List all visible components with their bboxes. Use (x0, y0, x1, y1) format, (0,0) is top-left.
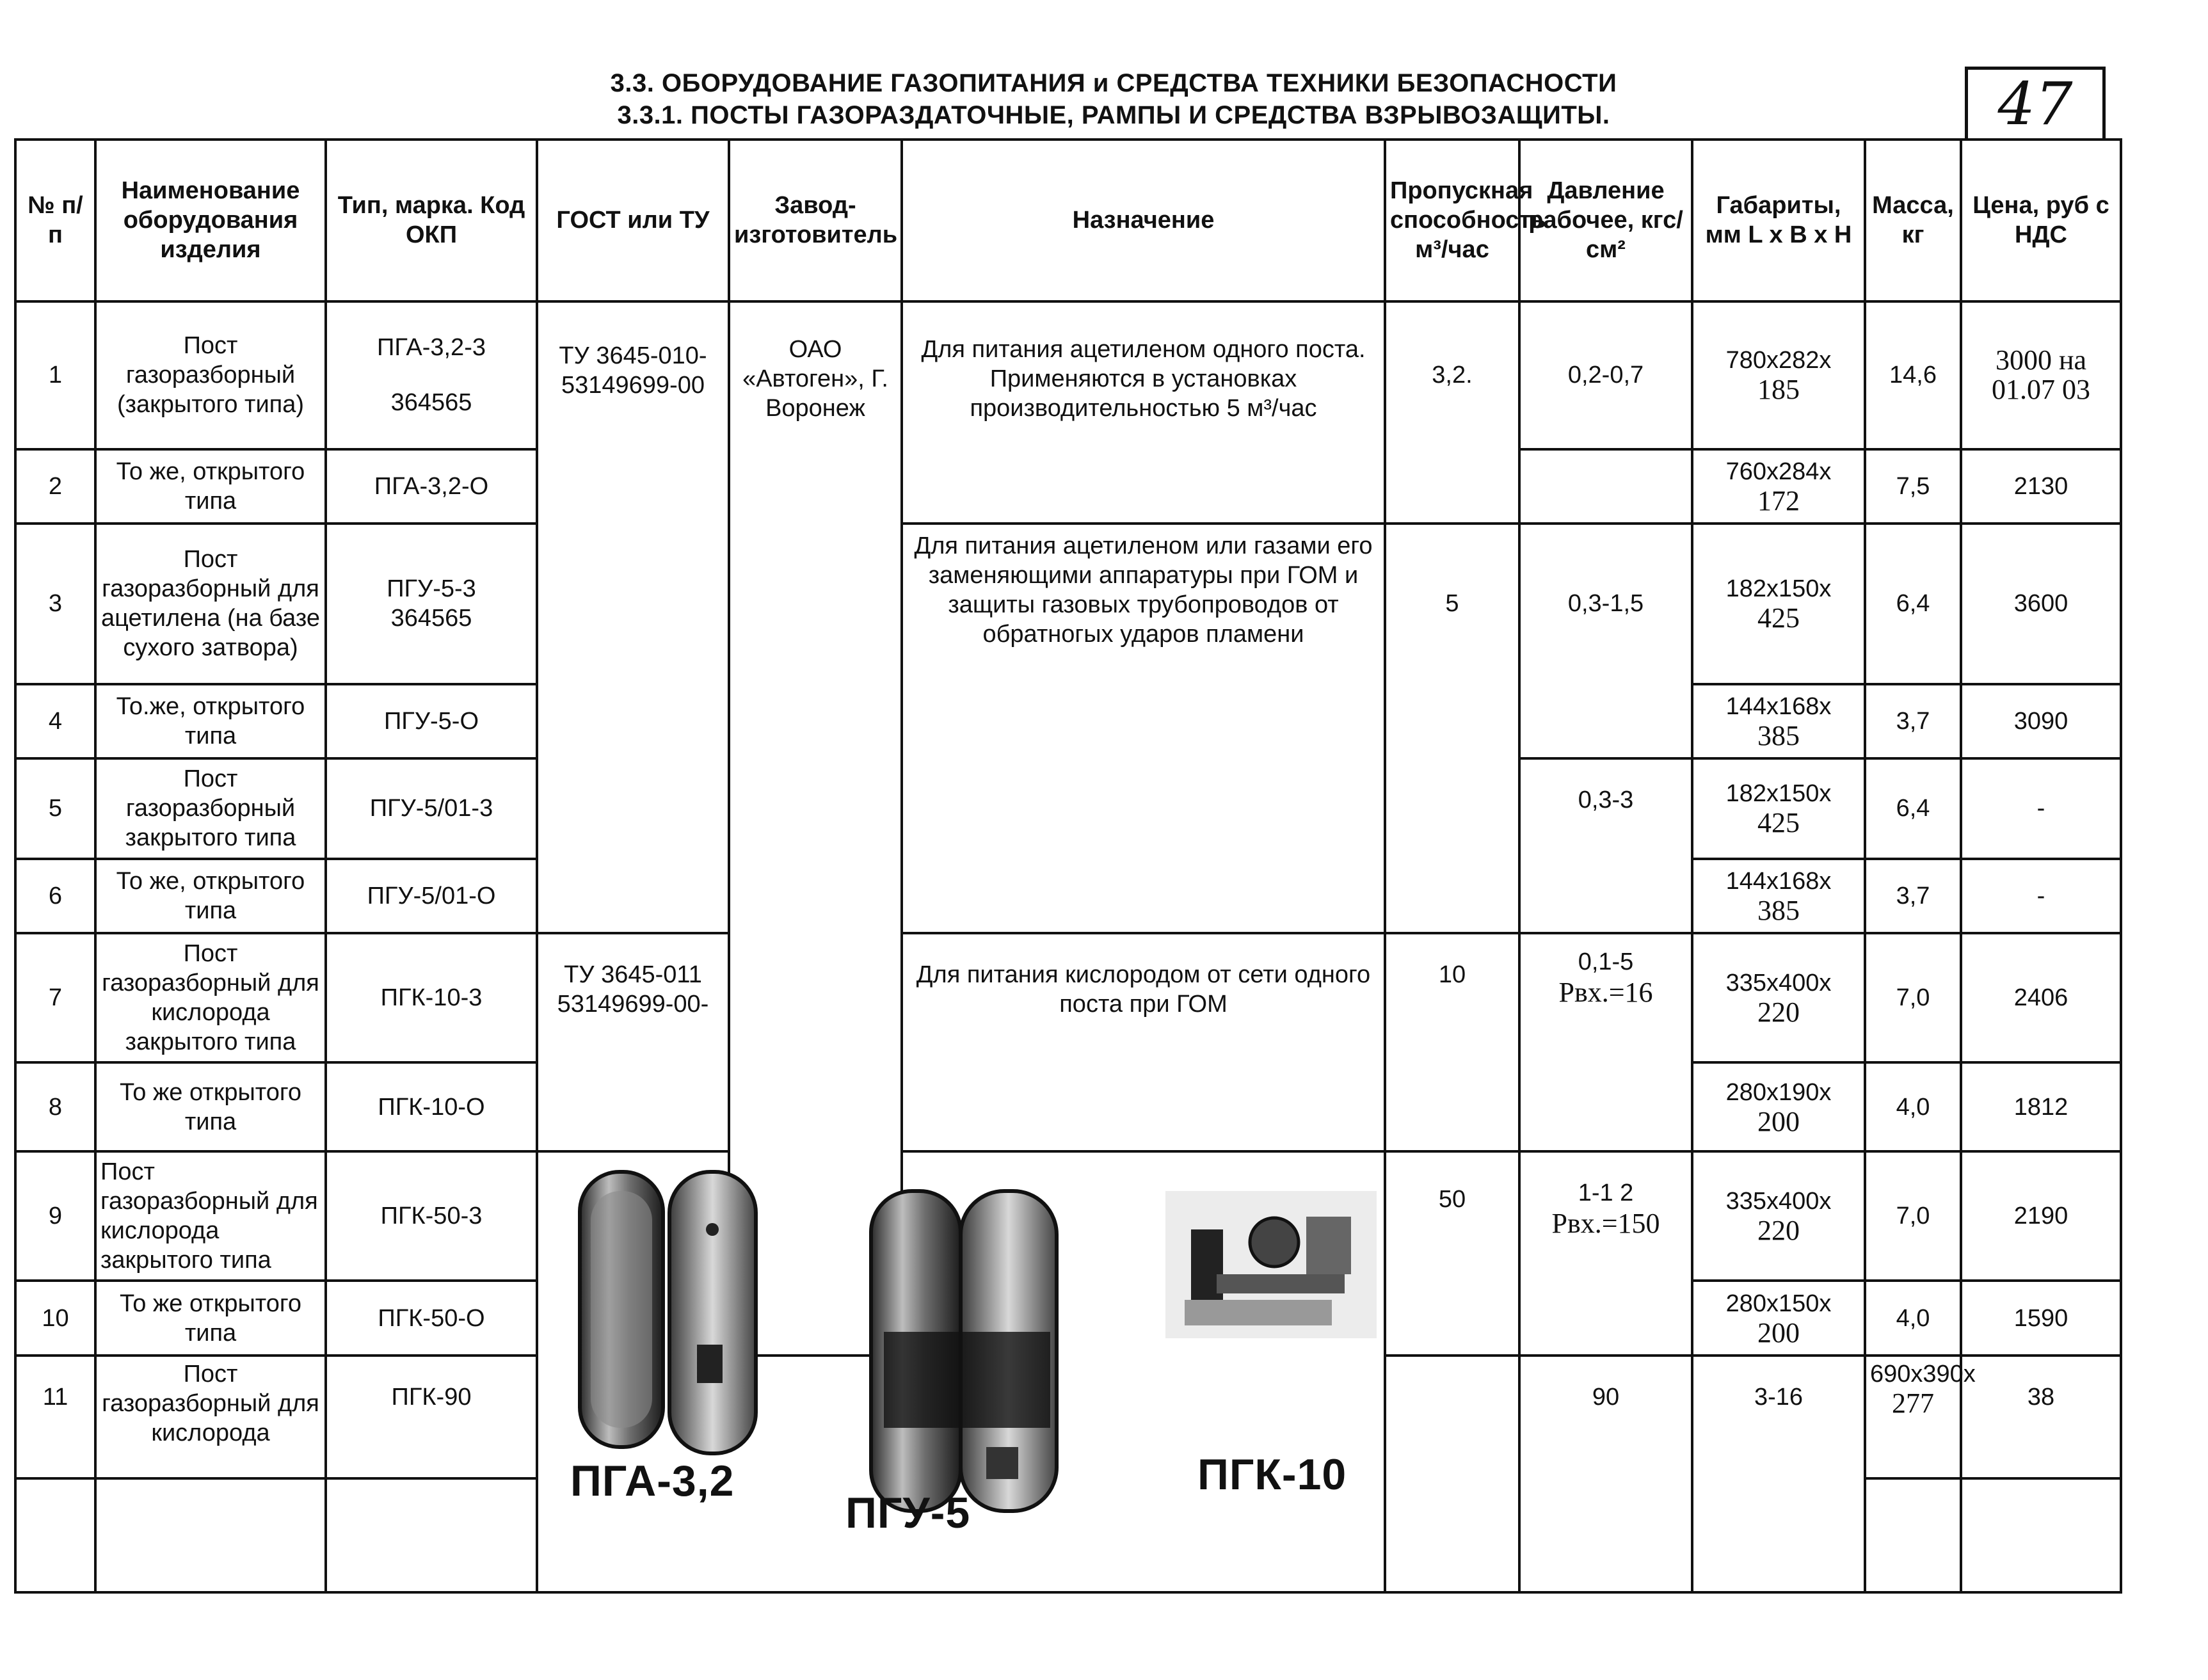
row-price: 2130 (1961, 449, 2121, 524)
row-mass: 4,0 (1865, 1062, 1961, 1151)
page-number-box (1965, 67, 2106, 138)
row-num: 11 (15, 1356, 95, 1478)
row-price: - (1961, 859, 2121, 933)
capacity-group-2: 5 (1385, 524, 1519, 933)
row-name: Пост газоразборный для кислорода (95, 1356, 326, 1478)
row-dims-a: 780х282х (1725, 347, 1832, 374)
pgu-photo-label: ПГУ-5 (845, 1489, 971, 1538)
row-mass: 7,0 (1865, 1151, 1961, 1281)
row-mass: 3,7 (1865, 859, 1961, 933)
row-dims-a: 182х150х (1725, 575, 1832, 603)
row-dims (1692, 758, 1865, 859)
row-num: 10 (15, 1281, 95, 1355)
header-price: Цена, руб с НДС (1961, 140, 2121, 301)
row-dims (1692, 859, 1865, 933)
row-name: То же открытого типа (95, 1062, 326, 1151)
row-dims (1692, 1151, 1865, 1281)
row-num: 9 (15, 1151, 95, 1281)
row-dims-b: 277 (1892, 1387, 1934, 1419)
row-dims-b: 425 (1757, 807, 1800, 839)
row-type: ПГК-50-О (326, 1281, 537, 1355)
row-dims-a: 690х390х (1870, 1360, 1976, 1388)
row-dims-a: 280х150х (1725, 1290, 1832, 1317)
row-num: 2 (15, 449, 95, 524)
row-type (326, 301, 537, 449)
row-name: Пост газоразборный для ацетилена (на базе сухого затвора) (95, 524, 326, 684)
pressure-group-5-a: 1-1 2 (1578, 1180, 1634, 1207)
row-type: ПГУ-5/01-О (326, 859, 537, 933)
row-mass: 6,4 (1865, 524, 1961, 684)
row-price: 3000 на 01.07 03 (1961, 301, 2121, 449)
name-tail (95, 1478, 326, 1592)
row-name: Пост газоразборный закрытого типа (95, 758, 326, 859)
row-type-mark: ПГА-3,2-3 (377, 334, 486, 362)
pgu-photo (871, 1191, 1057, 1511)
pga-photo-label: ПГА-3,2 (570, 1457, 735, 1506)
pga-photo (580, 1172, 756, 1453)
row-dims-b: 200 (1757, 1105, 1800, 1137)
purpose-group-2: Для питания ацетиленом или газами его заменяющими аппаратуры при ГОМ и защиты газовых трубопроводов от обратногых ударов пламени (902, 524, 1385, 933)
row-price: 3090 (1961, 684, 2121, 758)
page-number: 47 (1997, 70, 2073, 138)
num-tail (15, 1478, 95, 1592)
pressure-group-4 (1519, 933, 1692, 1151)
document-title-line1: 3.3. ОБОРУДОВАНИЕ ГАЗОПИТАНИЯ и СРЕДСТВА ТЕХНИКИ БЕЗОПАСНОСТИ (610, 69, 1617, 97)
row-num: 4 (15, 684, 95, 758)
mass-tail (1961, 1478, 2121, 1592)
row-dims (1692, 1281, 1865, 1355)
row-type: ПГК-90 (326, 1356, 537, 1478)
row-dims-b: 220 (1757, 996, 1800, 1028)
row-dims-b: 172 (1757, 484, 1800, 516)
row-type: ПГК-50-3 (326, 1151, 537, 1281)
document-title-line2: 3.3.1. ПОСТЫ ГАЗОРАЗДАТОЧНЫЕ, РАМПЫ И СРЕДСТВА ВЗРЫВОЗАЩИТЫ. (617, 101, 1610, 129)
gost-group-2: ТУ 3645-011 53149699-00- (537, 933, 729, 1151)
pressure-group-4-a: 0,1-5 (1578, 948, 1634, 976)
table-header-row (15, 140, 2121, 301)
table-row (15, 933, 2121, 1062)
row-dims (1692, 301, 1865, 449)
capacity-group-3: 10 (1385, 933, 1519, 1151)
row-price: 1812 (1961, 1062, 2121, 1151)
pressure-group-3: 0,3-3 (1519, 758, 1692, 933)
product-photos (538, 1153, 1383, 1613)
row-name: То же, открытого типа (95, 859, 326, 933)
row-dims-b: 385 (1757, 719, 1800, 751)
row-num: 7 (15, 933, 95, 1062)
row-num: 3 (15, 524, 95, 684)
header-maker: Завод-изготовитель (729, 140, 902, 301)
row-price: 2190 (1961, 1151, 2121, 1281)
row-name: Пост газоразборный для кислорода закрытого типа (95, 1151, 326, 1281)
row-name: То же открытого типа (95, 1281, 326, 1355)
pressure-group-6: 3-16 (1692, 1356, 1865, 1592)
row-type-mark: ПГУ-5-3 (387, 575, 476, 603)
purpose-group-3: Для питания кислородом от сети одного поста при ГОМ (902, 933, 1385, 1151)
row-name: То.же, открытого типа (95, 684, 326, 758)
row-type (326, 524, 537, 684)
row-dims (1692, 684, 1865, 758)
row-type: ПГА-3,2-О (326, 449, 537, 524)
pgk-photo (1165, 1191, 1377, 1338)
row-price: 2406 (1961, 933, 2121, 1062)
row-dims-b: 220 (1757, 1215, 1800, 1247)
row-dims-b: 425 (1757, 602, 1800, 634)
table-row (15, 301, 2121, 449)
pressure-group-4-b: Рвх.=16 (1558, 977, 1653, 1009)
row-dims-a: 144х168х (1725, 692, 1832, 720)
row-name: Пост газоразборный (закрытого типа) (95, 301, 326, 449)
header-mass: Масса, кг (1865, 140, 1961, 301)
row-mass: 7,5 (1865, 449, 1961, 524)
row-dims-b: 385 (1757, 894, 1800, 926)
dims-tail (1865, 1478, 1961, 1592)
row-num: 8 (15, 1062, 95, 1151)
row-name: Пост газоразборный для кислорода закрытого типа (95, 933, 326, 1062)
gost-group-1: ТУ 3645-010-53149699-00 (537, 301, 729, 524)
pgk-photo-label: ПГК-10 (1197, 1450, 1347, 1500)
row-dims (1692, 1062, 1865, 1151)
row-dims-a: 335х400х (1725, 1188, 1832, 1215)
row-price: 3600 (1961, 524, 2121, 684)
equipment-table (14, 138, 2122, 1594)
row-type: ПГК-10-О (326, 1062, 537, 1151)
row-mass: 4,0 (1865, 1281, 1961, 1355)
capacity-group-1: 3,2. (1385, 301, 1519, 524)
row-mass: 38 (1961, 1356, 2121, 1478)
maker-group: ОАО «Автоген», Г. Воронеж (729, 301, 902, 1356)
row-dims-b: 200 (1757, 1316, 1800, 1348)
table-row (15, 1151, 2121, 1281)
row-dims (1865, 1356, 1976, 1478)
capacity-group-4: 50 (1385, 1151, 1519, 1356)
row-num: 6 (15, 859, 95, 933)
header-name: Наименование оборудования изделия (95, 140, 326, 301)
table-row (15, 524, 2121, 684)
row-dims (1692, 933, 1865, 1062)
row-type-code: 364565 (390, 605, 472, 632)
header-purpose: Назначение (902, 140, 1385, 301)
row-mass: 6,4 (1865, 758, 1961, 859)
row-dims-b: 185 (1757, 374, 1800, 406)
row-type: ПГУ-5-О (326, 684, 537, 758)
row-mass: 14,6 (1865, 301, 1961, 449)
document-header (448, 67, 1779, 131)
row-name: То же, открытого типа (95, 449, 326, 524)
type-tail (326, 1478, 537, 1592)
photos-area (538, 1153, 1384, 1591)
pressure-empty (1519, 449, 1692, 524)
header-num: № п/п (15, 140, 95, 301)
header-pressure: Давление рабочее, кгс/см² (1519, 140, 1692, 301)
row-num: 1 (15, 301, 95, 449)
row-num: 5 (15, 758, 95, 859)
row-dims-a: 182х150х (1725, 780, 1832, 808)
gost-empty (537, 524, 729, 933)
row-price: 1590 (1961, 1281, 2121, 1355)
row-dims-a: 144х168х (1725, 867, 1832, 895)
pressure-group-1: 0,2-0,7 (1519, 301, 1692, 449)
row-dims-a: 335х400х (1725, 970, 1832, 997)
row-mass: 7,0 (1865, 933, 1961, 1062)
row-dims-a: 760х284х (1725, 458, 1832, 485)
header-dims: Габариты, мм L x B x H (1692, 140, 1865, 301)
row-type: ПГК-10-3 (326, 933, 537, 1062)
header-capacity: Пропускная способность м³/час (1385, 140, 1519, 301)
row-dims (1692, 524, 1865, 684)
purpose-group-1: Для питания ацетиленом одного поста. Применяются в установках производительностью 5 м³/час (902, 301, 1385, 524)
pressure-group-5 (1519, 1151, 1692, 1356)
row-dims (1692, 449, 1865, 524)
row-price: - (1961, 758, 2121, 859)
photos-panel (537, 1151, 1385, 1592)
maker-empty (1385, 1356, 1519, 1592)
row-type-code: 364565 (390, 389, 472, 417)
capacity-group-5: 90 (1519, 1356, 1692, 1592)
header-gost: ГОСТ или ТУ (537, 140, 729, 301)
pressure-group-5-b: Рвх.=150 (1551, 1208, 1660, 1240)
row-dims-a: 280х190х (1725, 1078, 1832, 1106)
header-type: Тип, марка. Код ОКП (326, 140, 537, 301)
row-type: ПГУ-5/01-3 (326, 758, 537, 859)
row-mass: 3,7 (1865, 684, 1961, 758)
pressure-group-2: 0,3-1,5 (1519, 524, 1692, 758)
